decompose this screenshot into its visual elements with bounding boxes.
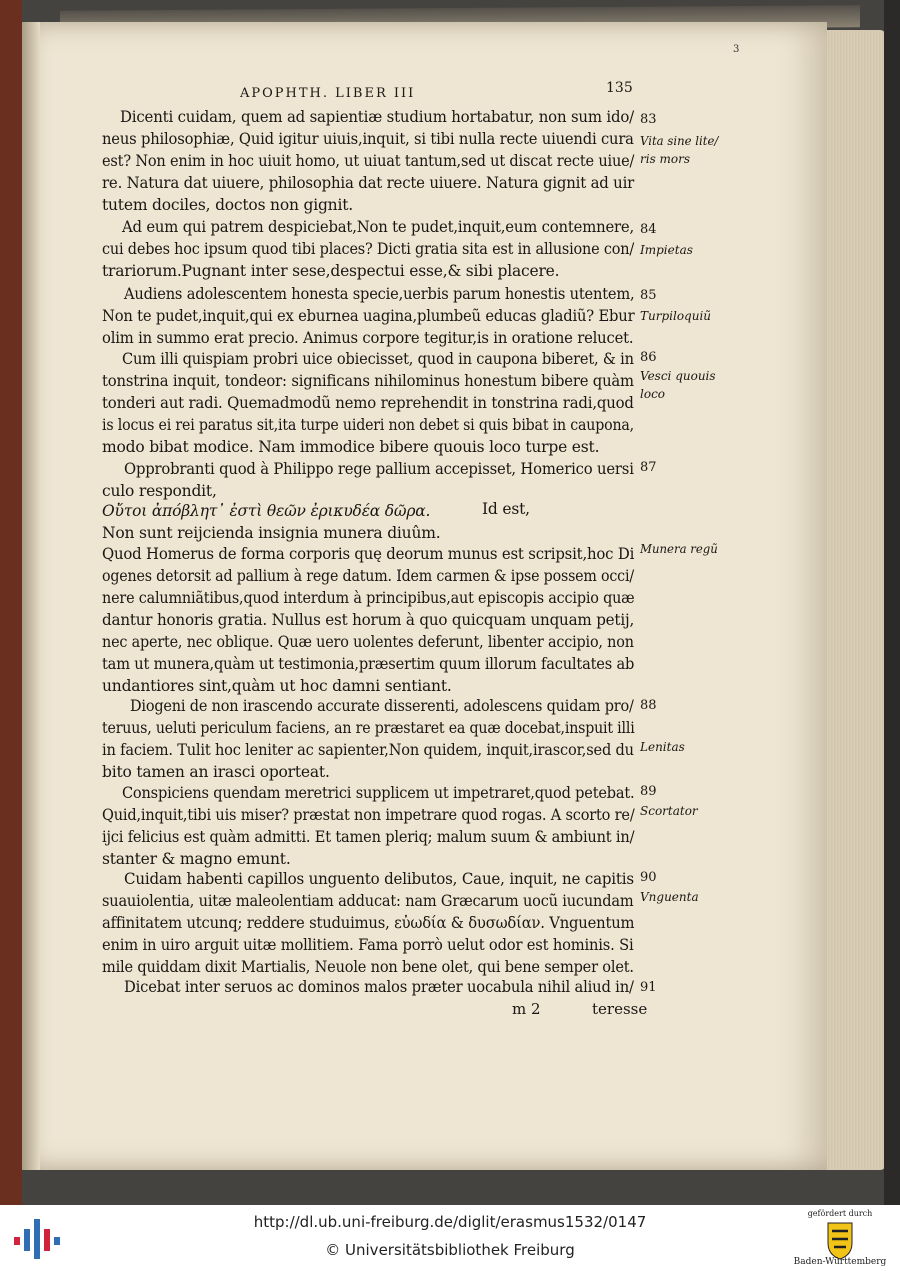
text-line: mile quiddam dixit Martialis, Neuole non bene olet, qui bene semper olet. <box>102 958 634 976</box>
viewer-footer <box>0 1205 900 1271</box>
margin-note: Munera regũ <box>640 542 718 556</box>
text-line: in faciem. Tulit hoc leniter ac sapienter,Non quidem, inquit,irascor,sed du <box>102 741 634 759</box>
margin-note: Vesci quouis <box>640 369 716 383</box>
text-line: teruus, ueluti periculum faciens, an re præstaret ea quæ docebat,inspuit illi <box>102 719 635 737</box>
text-line: is locus ei rei paratus sit,ita turpe uideri non debet si quis bibat in caupona, <box>102 416 634 434</box>
greek-verse: Οὔτοι ἀπόβλητ᾽ ἐστὶ θεῶν ἐρικυδέα δῶρα. <box>102 502 431 520</box>
running-head: APOPHTH. LIBER III <box>240 86 416 101</box>
text-line: tonstrina inquit, tondeor: significans nihilominus honestum bibere quàm <box>102 372 634 390</box>
text-line: tonderi aut radi. Quemadmodũ nemo reprehendit in tonstrina radi,quod <box>102 394 634 412</box>
text-line: nec aperte, nec oblique. Quæ uero uolentes deferunt, libenter accipio, non <box>102 633 634 651</box>
text-line: nere calumniãtibus,quod interdum à principibus,aut episcopis accipio quæ <box>102 589 635 607</box>
catchword: teresse <box>592 1000 648 1018</box>
id-est-label: Id est, <box>482 500 530 518</box>
sponsor-name: Baden-Württemberg <box>793 1257 887 1267</box>
text-line: re. Natura dat uiuere, philosophia dat recte uiuere. Natura gignit ad uir <box>102 174 635 192</box>
margin-note: Scortator <box>640 804 698 818</box>
text-line: stanter & magno emunt. <box>102 850 291 868</box>
text-line: Ad eum qui patrem despiciebat,Non te pudet,inquit,eum contemnere, <box>122 218 635 236</box>
permalink-url[interactable]: http://dl.ub.uni-freiburg.de/diglit/erasmus1532/0147 <box>253 1213 647 1231</box>
copyright-text: © Universitätsbibliothek Freiburg <box>325 1241 575 1259</box>
text-line: bito tamen an irasci oporteat. <box>102 763 330 781</box>
text-line: ogenes detorsit ad pallium à rege datum. Idem carmen & ipse possem occi/ <box>102 567 634 585</box>
margin-number: 83 <box>640 112 657 127</box>
text-line: Dicebat inter seruos ac dominos malos præter uocabula nihil aliud in/ <box>124 978 634 996</box>
margin-note: Impietas <box>640 243 693 257</box>
margin-note: Turpiloquiũ <box>640 309 712 323</box>
text-line: affinitatem utcunq; reddere studuimus, εὐωδία & δυσωδίαν. Vnguentum <box>102 914 635 932</box>
margin-note: Vnguenta <box>640 890 699 904</box>
text-line: Dicenti cuidam, quem ad sapientiæ studium hortabatur, non sum ido/ <box>120 108 634 126</box>
margin-note: ris mors <box>640 152 691 166</box>
text-line: cui debes hoc ipsum quod tibi places? Dicti gratia sita est in allusione con/ <box>102 240 635 258</box>
text-line: Quod Homerus de forma corporis quę deorum munus est scripsit,hoc Di <box>102 545 635 563</box>
book-cover-edge <box>0 0 22 1205</box>
sponsor-caption: gefördert durch <box>807 1209 873 1218</box>
margin-number: 87 <box>640 460 657 475</box>
margin-note: Lenitas <box>640 740 685 754</box>
text-line: enim in uiro arguit uitæ mollitiem. Fama porrò uelut odor est hominis. Si <box>102 936 634 954</box>
text-line: trariorum.Pugnant inter sese,despectui esse,& sibi placere. <box>102 262 560 280</box>
background-right <box>884 0 900 1205</box>
text-line: tam ut munera,quàm ut testimonia,præsertim quum illorum facultates ab <box>102 655 635 673</box>
text-line: Diogeni de non irascendo accurate disserenti, adolescens quidam pro/ <box>130 697 634 715</box>
text-line: ijci felicius est quàm admitti. Et tamen pleriq; malum suum & ambiunt in/ <box>102 828 635 846</box>
margin-number: 89 <box>640 784 657 799</box>
text-line: neus philosophiæ, Quid igitur uiuis,inquit, si tibi nulla recte uiuendi cura <box>102 130 634 148</box>
margin-number: 86 <box>640 350 657 365</box>
margin-number: 90 <box>640 870 657 885</box>
text-line: Opprobranti quod à Philippo rege pallium accepisset, Homerico uersi <box>124 460 634 478</box>
text-line: Non sunt reijcienda insignia munera diuûm. <box>102 524 441 542</box>
page-number: 135 <box>606 80 633 96</box>
margin-note: loco <box>640 387 666 401</box>
text-line: culo respondit, <box>102 482 217 500</box>
margin-note: Vita sine lite/ <box>640 134 719 148</box>
signature-mark: m 2 <box>512 1000 541 1018</box>
text-line: Audiens adolescentem honesta specie,uerbis parum honestis utentem, <box>124 285 635 303</box>
text-line: Non te pudet,inquit,qui ex eburnea uagina,plumbeũ educas gladiũ? Ebur <box>102 307 635 325</box>
text-line: est? Non enim in hoc uiuit homo, ut uiuat tantum,sed ut discat recte uiue/ <box>102 152 635 170</box>
page-gutter <box>22 22 40 1170</box>
text-line: dantur honoris gratia. Nullus est horum à quo quicquam unquam petij, <box>102 611 635 629</box>
text-line: undantiores sint,quàm ut hoc damni sentiant. <box>102 677 452 695</box>
margin-number: 91 <box>640 980 657 995</box>
margin-number: 85 <box>640 288 657 303</box>
text-line: Cuidam habenti capillos unguento delibutos, Caue, inquit, ne capitis <box>124 870 634 888</box>
text-line: modo bibat modice. Nam immodice bibere quouis loco turpe est. <box>102 438 600 456</box>
text-line: Quid,inquit,tibi uis miser? præstat non impetrare quod rogas. A scorto re/ <box>102 806 635 824</box>
text-line: Cum illi quispiam probri uice obiecisset, quod in caupona biberet, & in <box>122 350 634 368</box>
sponsor-logo <box>790 1209 890 1269</box>
corner-mark: 3 <box>733 44 740 55</box>
text-line: Conspiciens quendam meretrici supplicem ut impetraret,quod petebat. <box>122 784 635 802</box>
margin-number: 84 <box>640 222 657 237</box>
text-line: tutem dociles, doctos non gignit. <box>102 196 353 214</box>
text-line: olim in summo erat precio. Animus corpore tegitur,is in oratione relucet. <box>102 329 634 347</box>
margin-number: 88 <box>640 698 657 713</box>
text-line: suauiolentia, uitæ maleolentiam adducat: nam Græcarum uocũ iucundam <box>102 892 634 910</box>
